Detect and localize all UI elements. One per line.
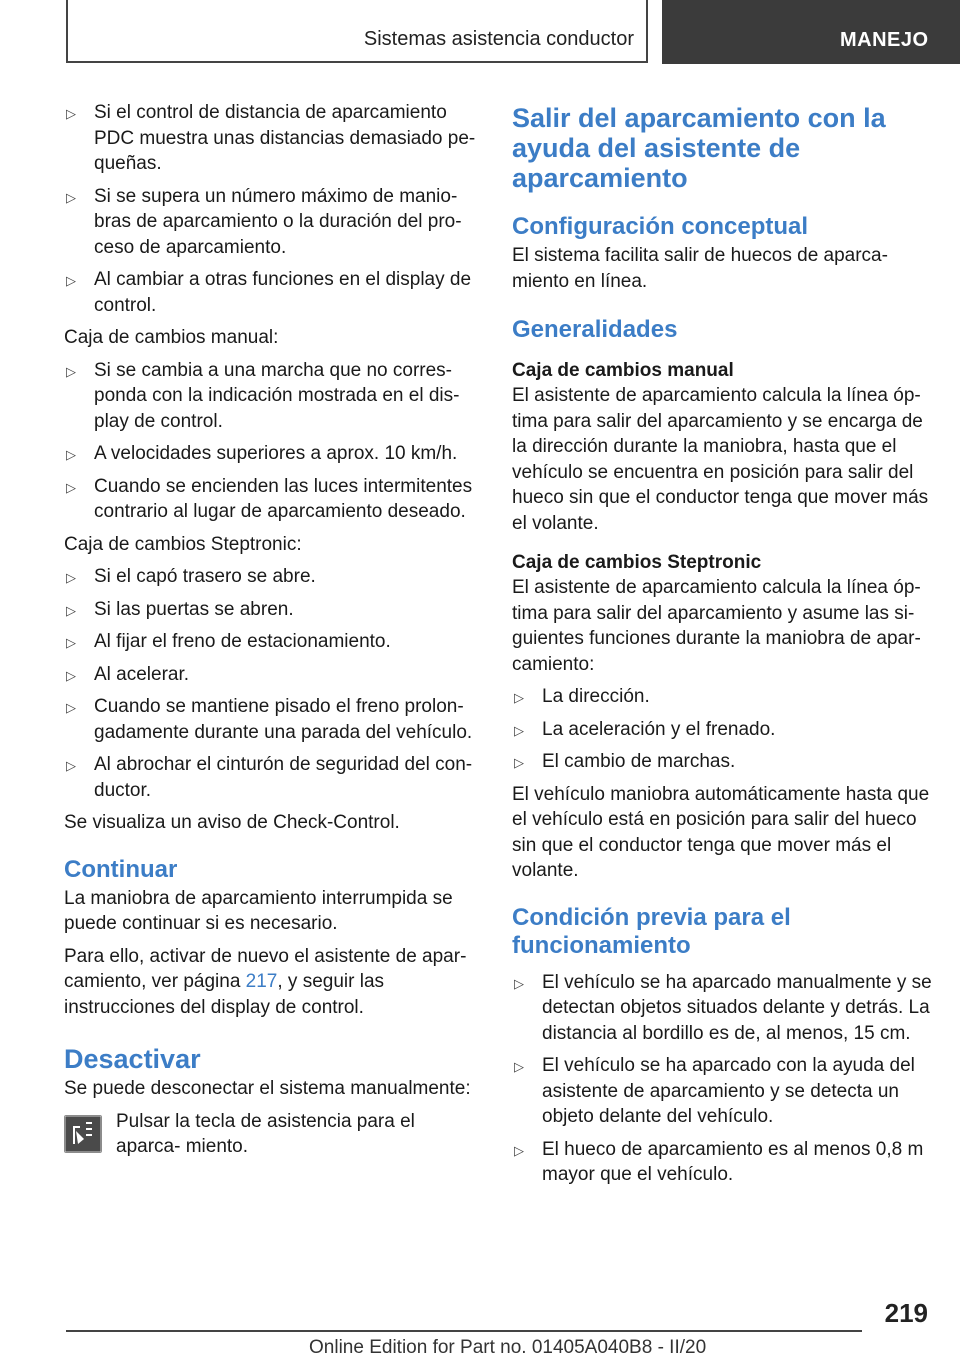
heading-continuar: Continuar (64, 855, 178, 883)
configuracion-paragraph: El sistema facilita salir de huecos de aparca‐ miento en línea. (512, 245, 888, 292)
steptronic-paragraph: El asistente de aparcamiento calcula la línea óp‐ tima para salir del aparcamiento y asume las si‐ guientes funciones durante la maniobra de apar‐ camiento: (512, 577, 921, 675)
triangle-bullet-icon: ▷ (514, 1059, 524, 1074)
manual-gearbox-label: Caja de cambios manual: (64, 327, 279, 348)
steptronic-gearbox-label: Caja de cambios Steptronic: (64, 533, 302, 555)
triangle-bullet-icon: ▷ (66, 700, 76, 715)
list-item: ▷ La aceleración y el frenado. (512, 717, 932, 743)
triangle-bullet-icon: ▷ (514, 1142, 524, 1158)
heading-salir: Salir del aparcamiento con la ayuda del asistente de aparcamiento (512, 103, 886, 193)
list-item: ▷ A velocidades superiores a aprox. 10 km/h. (64, 441, 480, 467)
triangle-bullet-icon: ▷ (66, 273, 76, 288)
triangle-bullet-icon: ▷ (514, 722, 524, 738)
list-item: ▷ El vehículo se ha aparcado con la ayuda del asistente de aparcamiento y se detecta un objeto delante del vehículo. (514, 1055, 915, 1127)
triangle-bullet-icon: ▷ (66, 106, 76, 121)
header-chapter-tab (662, 0, 960, 64)
list-item: ▷ Al cambiar a otras funciones en el display de control. (66, 269, 472, 316)
list-item: ▷ La dirección. (512, 684, 932, 710)
heading-steptronic: Caja de cambios Steptronic (512, 552, 762, 573)
triangle-bullet-icon: ▷ (66, 570, 76, 585)
triangle-bullet-icon: ▷ (66, 447, 76, 462)
triangle-bullet-icon: ▷ (514, 690, 524, 705)
desactivar-paragraph: Se puede desconectar el sistema manualmente: (64, 1078, 471, 1099)
header-section-title: Sistemas asistencia conductor (363, 28, 634, 50)
list-item: ▷ Si se cambia a una marcha que no corres‐ ponda con la indicación mostrada en el dis‐ play de control. (66, 359, 460, 432)
list-item: ▷ Al acelerar. (64, 662, 480, 688)
list-item: ▷ Al fijar el freno de estacionamiento. (64, 629, 480, 655)
triangle-bullet-icon: ▷ (514, 755, 524, 770)
continuar-paragraph: La maniobra de aparcamiento interrumpida se puede continuar si es necesario. (64, 887, 453, 934)
header-section-box (66, 0, 648, 63)
triangle-bullet-icon: ▷ (66, 758, 76, 773)
right-column (512, 100, 932, 1195)
triangle-bullet-icon: ▷ (66, 479, 76, 495)
list-item: ▷ Al abrochar el cinturón de seguridad del con‐ ductor. (66, 754, 473, 801)
list-item: ▷ Cuando se mantiene pisado el freno prolon‐ gadamente durante una parada del vehículo. (66, 696, 473, 743)
heading-manual: Caja de cambios manual (512, 360, 734, 381)
page-number: 219 (884, 1298, 928, 1328)
parking-assist-instruction: Pulsar la tecla de asistencia para el aparca‐ miento. (64, 1109, 480, 1160)
left-column (64, 100, 480, 1160)
list-item: ▷ Cuando se encienden las luces intermitentes contrario al lugar de aparcamiento deseado. (66, 475, 473, 522)
header-chapter-label: MANEJO (840, 29, 929, 51)
heading-condicion: Condición previa para el funcionamiento (512, 903, 791, 959)
list-item: ▷ Si se supera un número máximo de manio‐ bras de aparcamiento o la duración del pro‐ ceso de aparcamiento. (66, 185, 462, 258)
footer-edition: Online Edition for Part no. 01405A040B8 - II/20 (309, 1337, 707, 1358)
activar-paragraph: Para ello, activar de nuevo el asistente de apar‐ camiento, ver página 217, y seguir las instrucciones del display de control. (64, 945, 467, 1018)
list-item: ▷ Si el control de distancia de aparcamiento PDC muestra unas distancias demasiado pe‐ queñas. (66, 102, 476, 174)
check-control-notice: Se visualiza un aviso de Check-Control. (64, 812, 400, 833)
triangle-bullet-icon: ▷ (66, 363, 76, 379)
heading-configuracion: Configuración conceptual (512, 213, 809, 240)
list-item: ▷ El cambio de marchas. (512, 749, 932, 775)
triangle-bullet-icon: ▷ (66, 189, 76, 205)
heading-generalidades: Generalidades (512, 316, 678, 343)
automatic-paragraph: El vehículo maniobra automáticamente hasta que el vehículo está en posición para salir del hueco sin que el conductor tenga que mover más el volante. (512, 783, 930, 881)
list-item: ▷ El vehículo se ha aparcado manualmente y se detectan objetos situados delante y detrás. La distancia al bordillo es de, al menos, 15 cm. (514, 971, 932, 1044)
heading-desactivar: Desactivar (64, 1044, 201, 1074)
footer-divider (66, 1330, 862, 1332)
parking-assist-button-icon (64, 1115, 102, 1153)
triangle-bullet-icon: ▷ (66, 635, 76, 650)
page-link[interactable]: 217 (245, 971, 278, 992)
list-item: ▷ Si las puertas se abren. (64, 597, 480, 623)
manual-paragraph: El asistente de aparcamiento calcula la línea óp‐ tima para salir del aparcamiento y se encarga de la dirección durante la maniobra, hasta que el vehículo se encuentra en posición para salir del hueco sin que el conductor tenga que mover más el volante. (512, 385, 929, 534)
triangle-bullet-icon: ▷ (66, 667, 76, 683)
triangle-bullet-icon: ▷ (66, 602, 76, 618)
list-item: ▷ El hueco de aparcamiento es al menos 0,8 m mayor que el vehículo. (514, 1138, 924, 1185)
triangle-bullet-icon: ▷ (514, 975, 524, 991)
list-item: ▷ Si el capó trasero se abre. (64, 564, 480, 590)
